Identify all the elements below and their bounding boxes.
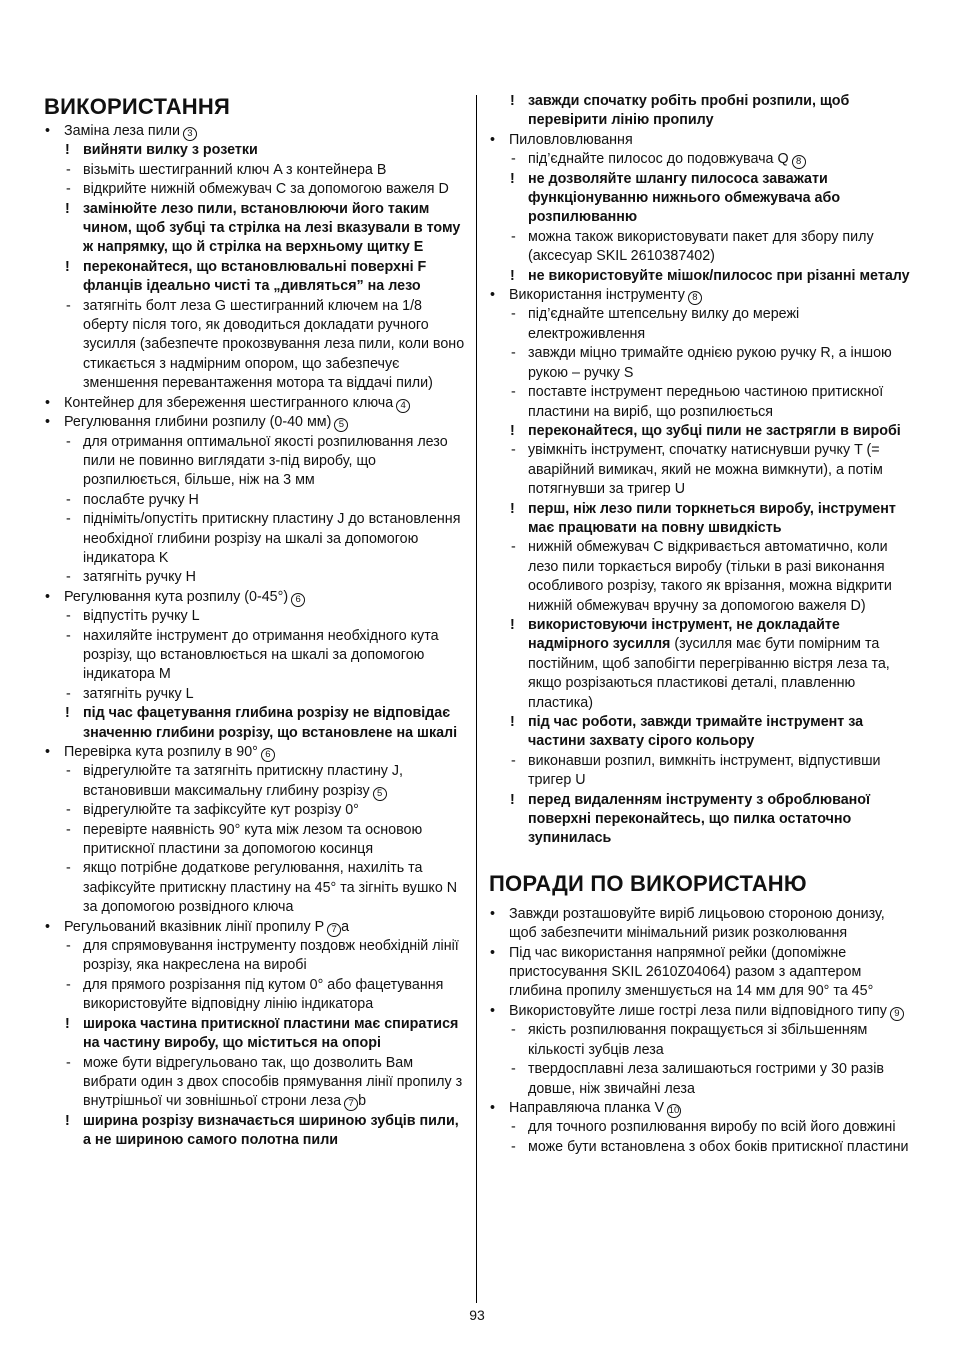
bullet-marker: • bbox=[490, 1099, 496, 1116]
dash-marker: - bbox=[66, 802, 71, 819]
warning-marker: ! bbox=[65, 258, 70, 275]
item-text: Під час використання напрямної рейки (допоміжне пристосування SKIL 2610Z04064) разом з адаптером глибина пропилу зменшується на 14 мм для 90° та 45° bbox=[509, 944, 874, 1000]
warning-item bbox=[44, 141, 466, 160]
item-text: Контейнер для збереження шестигранного ключа bbox=[64, 394, 394, 411]
bullet-marker: • bbox=[45, 123, 51, 139]
bullet-item bbox=[44, 588, 466, 607]
warning-marker: ! bbox=[65, 142, 70, 159]
item-text: перш, ніж лезо пили торкнеться виробу, інструмент має працювати на повну швидкість bbox=[528, 500, 896, 536]
item-text: завжди спочатку робіть пробні розпили, щоб перевірити лінію пропилу bbox=[528, 93, 850, 129]
bullet-marker: • bbox=[490, 287, 496, 304]
dash-marker: - bbox=[511, 539, 516, 556]
bullet-marker: • bbox=[490, 131, 496, 148]
dash-item bbox=[44, 821, 466, 860]
item-text: виконавши розпил, вимкніть інструмент, відпустивши тригер U bbox=[528, 752, 881, 789]
dash-marker: - bbox=[66, 976, 71, 993]
item-text: можна також використовувати пакет для збору пилу (аксесуар SKIL 2610387402) bbox=[528, 228, 874, 265]
dash-item bbox=[44, 491, 466, 510]
warning-item bbox=[44, 1015, 466, 1054]
bullet-marker: • bbox=[490, 1002, 496, 1019]
dash-marker: - bbox=[66, 763, 71, 780]
right-column bbox=[489, 92, 913, 1157]
item-text: Пиловловлювання bbox=[509, 131, 633, 148]
dash-item bbox=[44, 607, 466, 626]
warning-item bbox=[489, 616, 913, 713]
item-text: відпустіть ручку L bbox=[83, 608, 200, 625]
item-text: під час роботи, завжди тримайте інструмент за частини захвату сірого кольору bbox=[528, 714, 864, 750]
figure-reference-icon: 10 bbox=[668, 1104, 680, 1116]
item-text: якщо потрібне додаткове регулювання, нахиліть та зафіксуйте притискну пластину на 45° та зігніть вушко N за допомогою розвідного ключа bbox=[83, 860, 458, 916]
dash-item bbox=[44, 297, 466, 394]
item-text: нахиляйте інструмент до отримання необхідного кута розрізу, що встановлюється на шкалі за допомогою індикатора M bbox=[83, 627, 439, 683]
figure-reference-icon: 4 bbox=[396, 399, 410, 413]
dash-item bbox=[489, 228, 913, 267]
figure-reference-suffix: a bbox=[341, 918, 350, 935]
warning-item bbox=[489, 170, 913, 228]
bullet-item bbox=[44, 394, 466, 413]
warning-marker: ! bbox=[510, 170, 515, 187]
bullet-item bbox=[44, 918, 466, 937]
item-text: не використовуйте мішок/пилосос при різанні металу bbox=[528, 267, 910, 284]
dash-item bbox=[44, 801, 466, 820]
warning-marker: ! bbox=[510, 500, 515, 517]
dash-marker: - bbox=[511, 306, 516, 323]
item-text: твердосплавні леза залишаються гострими у 30 разів довше, ніж звичайні леза bbox=[528, 1061, 884, 1097]
figure-reference-icon: 7 bbox=[327, 923, 341, 937]
item-text: Регулювання глибини розпилу (0-40 мм) bbox=[64, 414, 332, 431]
bullet-marker: • bbox=[45, 394, 51, 411]
item-text: підніміть/опустіть притискну пластину J до встановлення необхідної глибини розрізу на шкалі за допомогою індикатора K bbox=[83, 511, 461, 566]
bullet-item bbox=[44, 743, 466, 762]
left-column bbox=[44, 92, 466, 1151]
bullet-marker: • bbox=[45, 414, 51, 431]
dash-item bbox=[489, 752, 913, 791]
dash-item bbox=[489, 538, 913, 616]
warning-item bbox=[489, 92, 913, 131]
item-text-continued: (зусилля має бути помірним та постійним, щоб запобігти перегріванню вістря леза та, якщо розрізаються пластикові деталі, плавленню пластика) bbox=[528, 636, 890, 711]
bullet-item bbox=[489, 1099, 913, 1118]
page-number: 93 bbox=[469, 1307, 485, 1323]
dash-item bbox=[44, 1054, 466, 1112]
dash-marker: - bbox=[66, 860, 71, 877]
bullet-marker: • bbox=[45, 918, 51, 935]
tips-list bbox=[489, 905, 913, 1157]
dash-marker: - bbox=[66, 297, 71, 314]
item-text: для прямого розрізання під кутом 0° або фацетування використовуйте відповідну лінію індикатора bbox=[83, 976, 444, 1013]
dash-item bbox=[489, 344, 913, 383]
figure-reference-icon: 8 bbox=[688, 291, 702, 305]
bullet-item bbox=[489, 286, 913, 305]
item-text: Використовуйте лише гострі леза пили відповідного типу bbox=[509, 1002, 887, 1019]
dash-item bbox=[489, 383, 913, 422]
dash-item bbox=[44, 510, 466, 568]
item-text: Завжди розташовуйте виріб лицьовою стороною донизу, щоб забезпечити мінімальний ризик розколювання bbox=[509, 905, 885, 942]
item-text: переконайтеся, що встановлювальні поверхні F фланців ідеально чисті та „дивляться” на лезо bbox=[83, 258, 427, 295]
item-text: нижній обмежувач C відкривається автоматично, коли лезо пили торкається виробу (тільки в разі виконання особливого розрізу, такого як врізання, можна відкрити нижній обмежувач вручну за допомогою важеля D) bbox=[528, 539, 892, 614]
dash-item bbox=[44, 937, 466, 976]
dash-marker: - bbox=[511, 345, 516, 362]
item-text: Регулювання кута розпилу (0-45°) bbox=[64, 588, 289, 605]
item-text: затягніть ручку H bbox=[83, 569, 196, 586]
figure-reference-icon: 3 bbox=[183, 127, 197, 141]
item-text: для отримання оптимальної якості розпилювання лезо пили не повинно виглядати з-під виробу, що розпилюється, більше, ніж на 3 мм bbox=[83, 433, 448, 489]
dash-marker: - bbox=[511, 151, 516, 168]
dash-item bbox=[44, 685, 466, 704]
figure-reference-icon: 6 bbox=[291, 593, 305, 607]
item-text: під’єднайте пилосос до подовжувача Q bbox=[528, 151, 789, 168]
figure-reference-icon: 9 bbox=[890, 1007, 904, 1021]
warning-item bbox=[489, 500, 913, 539]
dash-item bbox=[44, 627, 466, 685]
dash-item bbox=[44, 180, 466, 199]
section-heading-tips: ПОРАДИ ПО ВИКОРИСТАНЮ bbox=[489, 870, 807, 896]
item-text: широка частина притискної пластини має спиратися на частину виробу, що міститься на опорі bbox=[83, 1015, 459, 1052]
dash-marker: - bbox=[66, 608, 71, 625]
item-text: може бути відрегульовано так, що дозволить Вам вибрати один з двох способів прямування лінії пропилу з внутрішньої чи зовнішньої строни леза bbox=[83, 1054, 463, 1110]
item-text: перед видаленням інструменту з оброблюваної поверхні переконайтесь, що пилка остаточно зупинилась bbox=[528, 791, 871, 847]
dash-marker: - bbox=[511, 752, 516, 769]
dash-marker: - bbox=[66, 491, 71, 508]
item-text: Регульований вказівник лінії пропилу P bbox=[64, 918, 325, 935]
item-text: використовуючи інструмент, не докладайте надмірного зусилля bbox=[528, 616, 840, 653]
dash-marker: - bbox=[66, 1054, 71, 1071]
warning-item bbox=[44, 704, 466, 743]
dash-marker: - bbox=[66, 433, 71, 450]
bullet-item bbox=[489, 905, 913, 944]
item-text: затягніть ручку L bbox=[83, 685, 194, 702]
item-text: Використання інструменту bbox=[509, 287, 685, 304]
dash-marker: - bbox=[66, 181, 71, 198]
warning-marker: ! bbox=[65, 200, 70, 217]
item-text: переконайтеся, що зубці пили не застрягли в виробі bbox=[528, 422, 901, 439]
dash-item bbox=[489, 1060, 913, 1099]
bullet-marker: • bbox=[490, 905, 496, 922]
dash-marker: - bbox=[66, 821, 71, 838]
section-heading-usage: ВИКОРИСТАННЯ bbox=[44, 94, 230, 119]
dash-marker: - bbox=[66, 938, 71, 955]
figure-reference-icon: 6 bbox=[261, 748, 275, 762]
item-text: завжди міцно тримайте однією рукою ручку R, а іншою рукою – ручку S bbox=[528, 345, 892, 381]
bullet-marker: • bbox=[45, 588, 51, 605]
figure-reference-icon: 5 bbox=[334, 418, 348, 432]
warning-marker: ! bbox=[510, 267, 515, 284]
dash-marker: - bbox=[511, 1119, 516, 1136]
dash-item bbox=[44, 433, 466, 491]
item-text: для спрямовування інструменту поздовж необхідній лінії розрізу, яка накреслена на виробі bbox=[83, 938, 459, 974]
item-text: відкрийте нижній обмежувач C за допомогою важеля D bbox=[83, 181, 449, 198]
dash-item bbox=[489, 1138, 913, 1157]
item-text: ширина розрізу визначається шириною зубців пили, а не шириною самого полотна пили bbox=[83, 1112, 459, 1149]
warning-item bbox=[489, 713, 913, 752]
item-text: перевірте наявність 90° кута між лезом та основою притискної пластини за допомогою косинця bbox=[83, 821, 423, 858]
item-text: візьміть шестигранний ключ A з контейнера B bbox=[83, 161, 387, 178]
dash-item bbox=[489, 305, 913, 344]
bullet-item bbox=[489, 1002, 913, 1021]
bullet-item bbox=[44, 413, 466, 432]
warning-marker: ! bbox=[510, 422, 515, 439]
warning-marker: ! bbox=[510, 791, 515, 808]
bullet-marker: • bbox=[490, 944, 496, 961]
figure-reference-icon: 7 bbox=[344, 1097, 358, 1111]
item-text: відрегулюйте та затягніть притискну пластину J, встановивши максимальну глибину розрізу bbox=[83, 763, 403, 799]
figure-reference-suffix: b bbox=[358, 1093, 367, 1110]
item-text: під’єднайте штепсельну вилку до мережі електроживлення bbox=[528, 306, 800, 342]
dash-item bbox=[44, 568, 466, 587]
item-text: увімкніть інструмент, спочатку натиснувши ручку T (= аварійний вимикач, який не можна вимкнути), а потім потягнувши за тригер U bbox=[528, 442, 883, 498]
warning-item bbox=[489, 422, 913, 441]
dash-item bbox=[44, 762, 466, 801]
item-text: не дозволяйте шлангу пилососа заважати функціонуванню нижнього обмежувача або розпилюванню bbox=[528, 170, 841, 226]
warning-item bbox=[44, 258, 466, 297]
warning-marker: ! bbox=[510, 714, 515, 730]
warning-item bbox=[44, 200, 466, 258]
dash-marker: - bbox=[66, 511, 71, 528]
warning-marker: ! bbox=[65, 705, 70, 722]
item-text: замінюйте лезо пили, встановлюючи його таким чином, щоб зубці та стрілка на лезі вказували в тому ж напрямку, що й стрілка на верхньому щитку E bbox=[83, 200, 461, 256]
item-text: Заміна леза пили bbox=[64, 123, 180, 139]
figure-reference-icon: 5 bbox=[373, 787, 387, 801]
warning-item bbox=[44, 1112, 466, 1151]
item-text: відрегулюйте та зафіксуйте кут розрізу 0° bbox=[83, 802, 359, 819]
bullet-marker: • bbox=[45, 744, 51, 760]
dash-item bbox=[489, 150, 913, 169]
item-text: Перевірка кута розпилу в 90° bbox=[64, 744, 258, 760]
right-instruction-list bbox=[489, 92, 913, 849]
dash-item bbox=[489, 1021, 913, 1060]
item-text: послабте ручку H bbox=[83, 491, 199, 508]
warning-item bbox=[489, 791, 913, 849]
dash-marker: - bbox=[511, 442, 516, 459]
column-divider bbox=[476, 95, 477, 1303]
item-text: під час фацетування глибина розрізу не відповідає значенню глибини розрізу, що встановлене на шкалі bbox=[83, 705, 458, 741]
item-text: поставте інструмент передньою частиною притискної пластини на виріб, що розпилюється bbox=[528, 384, 884, 420]
bullet-item bbox=[489, 944, 913, 1002]
dash-item bbox=[489, 1118, 913, 1137]
dash-item bbox=[489, 441, 913, 499]
warning-marker: ! bbox=[510, 616, 515, 633]
dash-marker: - bbox=[511, 228, 516, 245]
dash-marker: - bbox=[66, 685, 71, 702]
dash-marker: - bbox=[511, 1061, 516, 1078]
dash-marker: - bbox=[511, 1022, 516, 1039]
dash-marker: - bbox=[511, 384, 516, 401]
left-instruction-list bbox=[44, 122, 466, 1151]
dash-marker: - bbox=[66, 627, 71, 644]
dash-marker: - bbox=[511, 1138, 516, 1155]
dash-marker: - bbox=[66, 569, 71, 586]
warning-marker: ! bbox=[510, 93, 515, 109]
item-text: Направляюча планка V bbox=[509, 1099, 665, 1116]
bullet-item bbox=[44, 122, 466, 141]
item-text: якість розпилювання покращується зі збільшенням кількості зубців леза bbox=[528, 1022, 868, 1058]
bullet-item bbox=[489, 131, 913, 150]
warning-marker: ! bbox=[65, 1112, 70, 1129]
item-text: вийняти вилку з розетки bbox=[83, 142, 258, 159]
item-text: може бути встановлена з обох боків притискної пластини bbox=[528, 1138, 909, 1155]
item-text: для точного розпилювання виробу по всій його довжині bbox=[528, 1119, 896, 1136]
item-text: затягніть болт леза G шестигранний ключем на 1/8 оберту після того, як доводиться докладати ручного зусилля (забезпечте прокозвування леза пили, коли воно стикається з надмірним опором, що забезпечує зменшення перевантаження мотора та віддачі пили) bbox=[83, 297, 465, 392]
dash-item bbox=[44, 859, 466, 917]
warning-item bbox=[489, 267, 913, 286]
dash-item bbox=[44, 976, 466, 1015]
dash-marker: - bbox=[66, 161, 71, 178]
warning-marker: ! bbox=[65, 1015, 70, 1032]
figure-reference-icon: 8 bbox=[792, 155, 806, 169]
dash-item bbox=[44, 161, 466, 180]
